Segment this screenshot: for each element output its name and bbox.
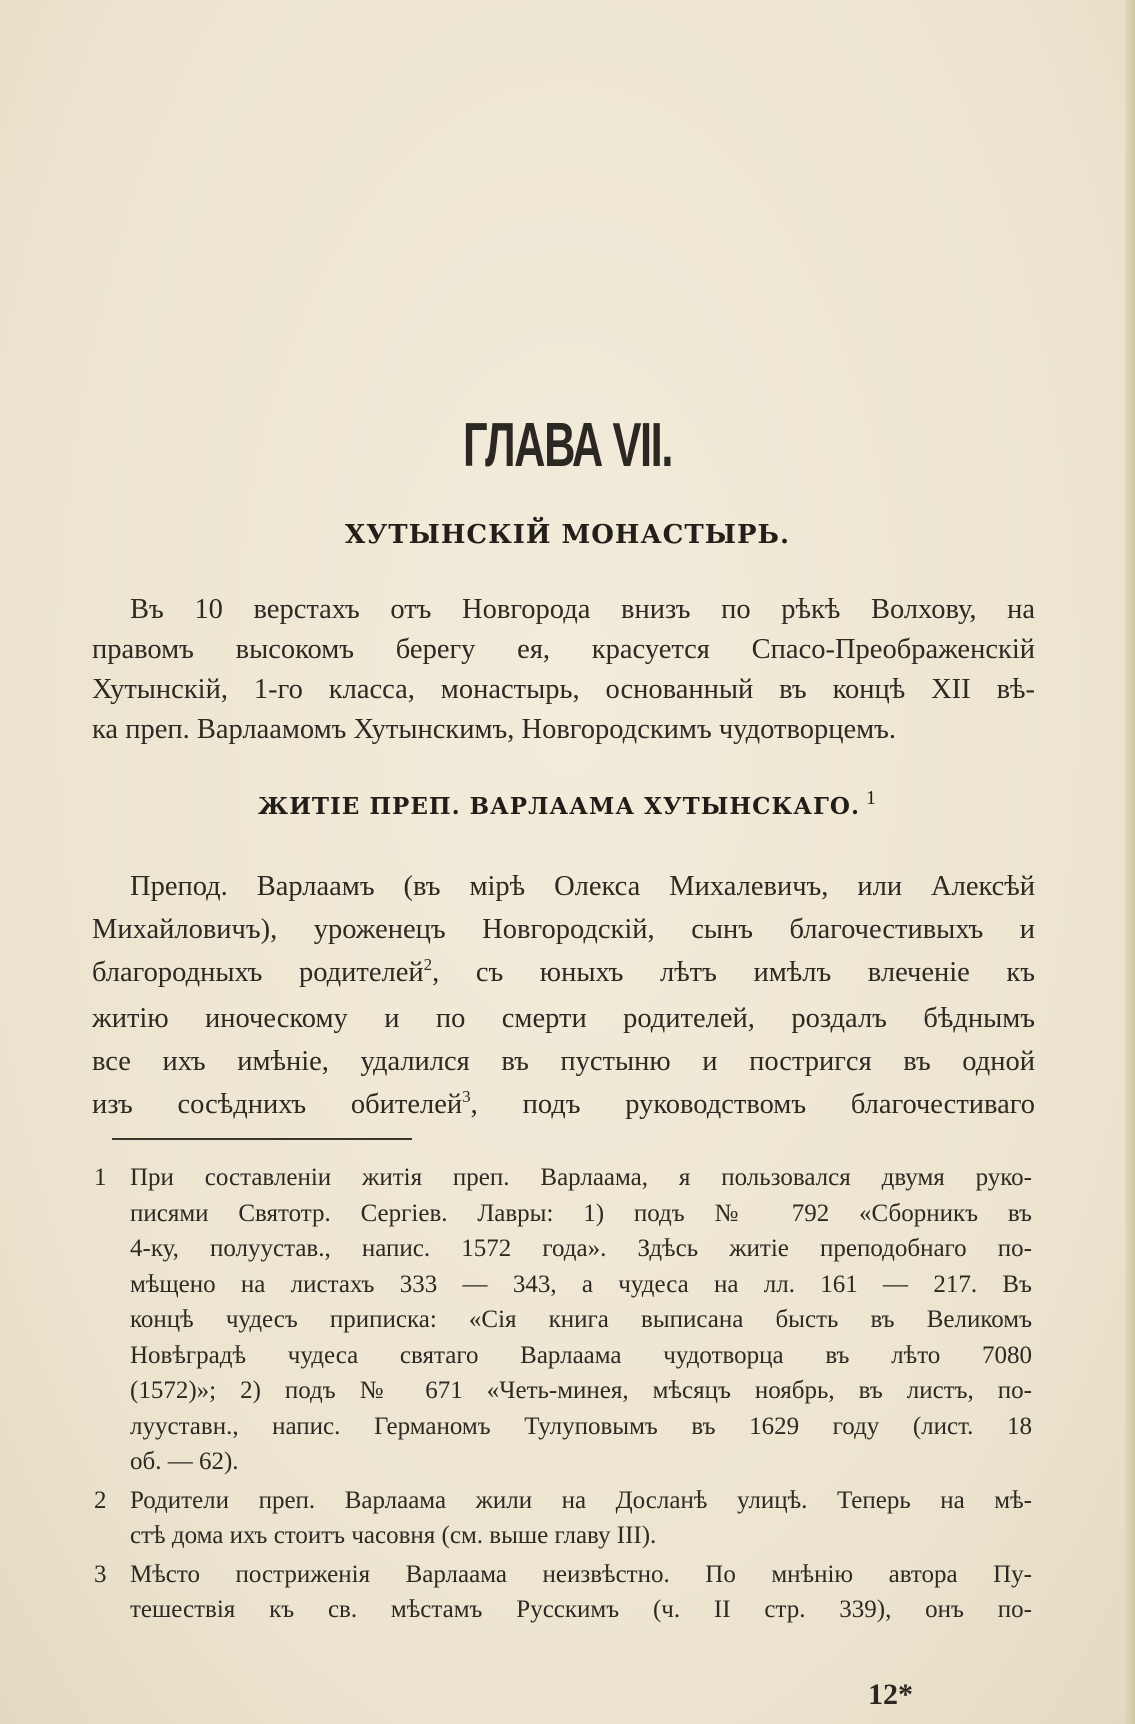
footnote-line: Новѣградѣ чудеса святаго Варлаама чудотворца въ лѣто 7080 bbox=[130, 1341, 1032, 1369]
text-line: ка преп. Варлаамомъ Хутынскимъ, Новгородскимъ чудотворцемъ. bbox=[92, 714, 897, 745]
footnote-line: писями Святотр. Сергіев. Лавры: 1) подъ № 792 «Сборникъ въ bbox=[130, 1199, 1032, 1227]
footnote-line: тешествія къ св. мѣстамъ Русскимъ (ч. II стр. 339), онъ по- bbox=[130, 1596, 1032, 1623]
text-line bbox=[92, 951, 1035, 997]
text-line: Въ 10 верстахъ отъ Новгорода внизъ по рѣкѣ Волхову, на bbox=[130, 594, 1035, 625]
text-line: правомъ высокомъ берегу ея, красуется Спасо-Преображенскій bbox=[92, 634, 1035, 665]
text-line: Хутынскій, 1-го класса, монастырь, основанный въ концѣ XII вѣ- bbox=[92, 674, 1035, 705]
footnote-2 bbox=[92, 1483, 1032, 1554]
text-line: Михайловичъ), уроженецъ Новгородскій, сынъ благочестивыхъ и bbox=[92, 914, 1035, 945]
footnote-line: 4-ку, полуустав., напис. 1572 года». Здѣсь житіе преподобнаго по- bbox=[130, 1235, 1032, 1262]
footnote-line: об. — 62). bbox=[130, 1448, 239, 1475]
footnote-line: лууставн., напис. Германомъ Тулуповымъ въ 1629 году (лист. 18 bbox=[130, 1412, 1032, 1440]
subsection-title-text: ЖИТІЕ ПРЕП. ВАРЛААМА ХУТЫНСКАГО. bbox=[258, 793, 860, 820]
text-line: житію иноческому и по смерти родителей, роздалъ бѣднымъ bbox=[92, 1003, 1035, 1034]
footnote-line: Родители преп. Варлаама жили на Досланѣ улицѣ. Теперь на мѣ- bbox=[130, 1486, 1032, 1514]
text-segment: , съ юныхъ лѣтъ имѣлъ влеченіе къ bbox=[432, 957, 1035, 988]
text-segment: благородныхъ родителей bbox=[92, 957, 424, 988]
subsection-title bbox=[0, 787, 1135, 820]
biography-paragraph bbox=[92, 865, 1035, 1129]
footnote-line: (1572)»; 2) подъ № 671 «Четь-минея, мѣсяцъ ноябрь, въ листъ, по- bbox=[130, 1377, 1032, 1404]
footnote-line: концѣ чудесъ приписка: «Сія книга выписана бысть въ Великомъ bbox=[130, 1306, 1032, 1333]
footnote-1 bbox=[92, 1160, 1032, 1480]
footnotes bbox=[92, 1160, 1032, 1631]
intro-paragraph bbox=[92, 590, 1035, 750]
text-segment: изъ сосѣднихъ обителей bbox=[92, 1089, 463, 1120]
chapter-title: ГЛАВА VII. bbox=[462, 411, 673, 480]
footnote-ref: 3 bbox=[462, 1087, 471, 1106]
footnote-divider bbox=[112, 1138, 412, 1140]
footnote-line: мѣщено на листахъ 333 — 343, а чудеса на лл. 161 — 217. Въ bbox=[130, 1270, 1032, 1298]
footnote-line: Мѣсто постриженія Варлаама неизвѣстно. По мнѣнію автора Пу- bbox=[130, 1560, 1032, 1588]
page-number: 12* bbox=[868, 1678, 913, 1711]
text-line: все ихъ имѣніе, удалился въ пустыню и постригся въ одной bbox=[92, 1046, 1035, 1077]
footnote-line: стѣ дома ихъ стоитъ часовня (см. выше главу III). bbox=[130, 1522, 657, 1549]
footnote-number: 2 bbox=[94, 1486, 107, 1514]
text-line: Препод. Варлаамъ (въ мірѣ Олекса Михалевичъ, или Алексѣй bbox=[130, 871, 1035, 902]
text-line bbox=[92, 1083, 1035, 1129]
footnote-3 bbox=[92, 1557, 1032, 1628]
footnote-line: При составленіи житія преп. Варлаама, я пользовался двумя руко- bbox=[130, 1164, 1032, 1191]
text-segment: , подъ руководствомъ благочестиваго bbox=[470, 1089, 1035, 1120]
footnote-ref: 2 bbox=[423, 955, 433, 974]
page-edge bbox=[1125, 0, 1135, 1724]
footnote-number: 3 bbox=[94, 1560, 107, 1588]
footnote-ref: 1 bbox=[865, 787, 877, 809]
section-title: ХУТЫНСКІЙ МОНАСТЫРЬ. bbox=[344, 520, 791, 550]
footnote-number: 1 bbox=[94, 1164, 107, 1191]
